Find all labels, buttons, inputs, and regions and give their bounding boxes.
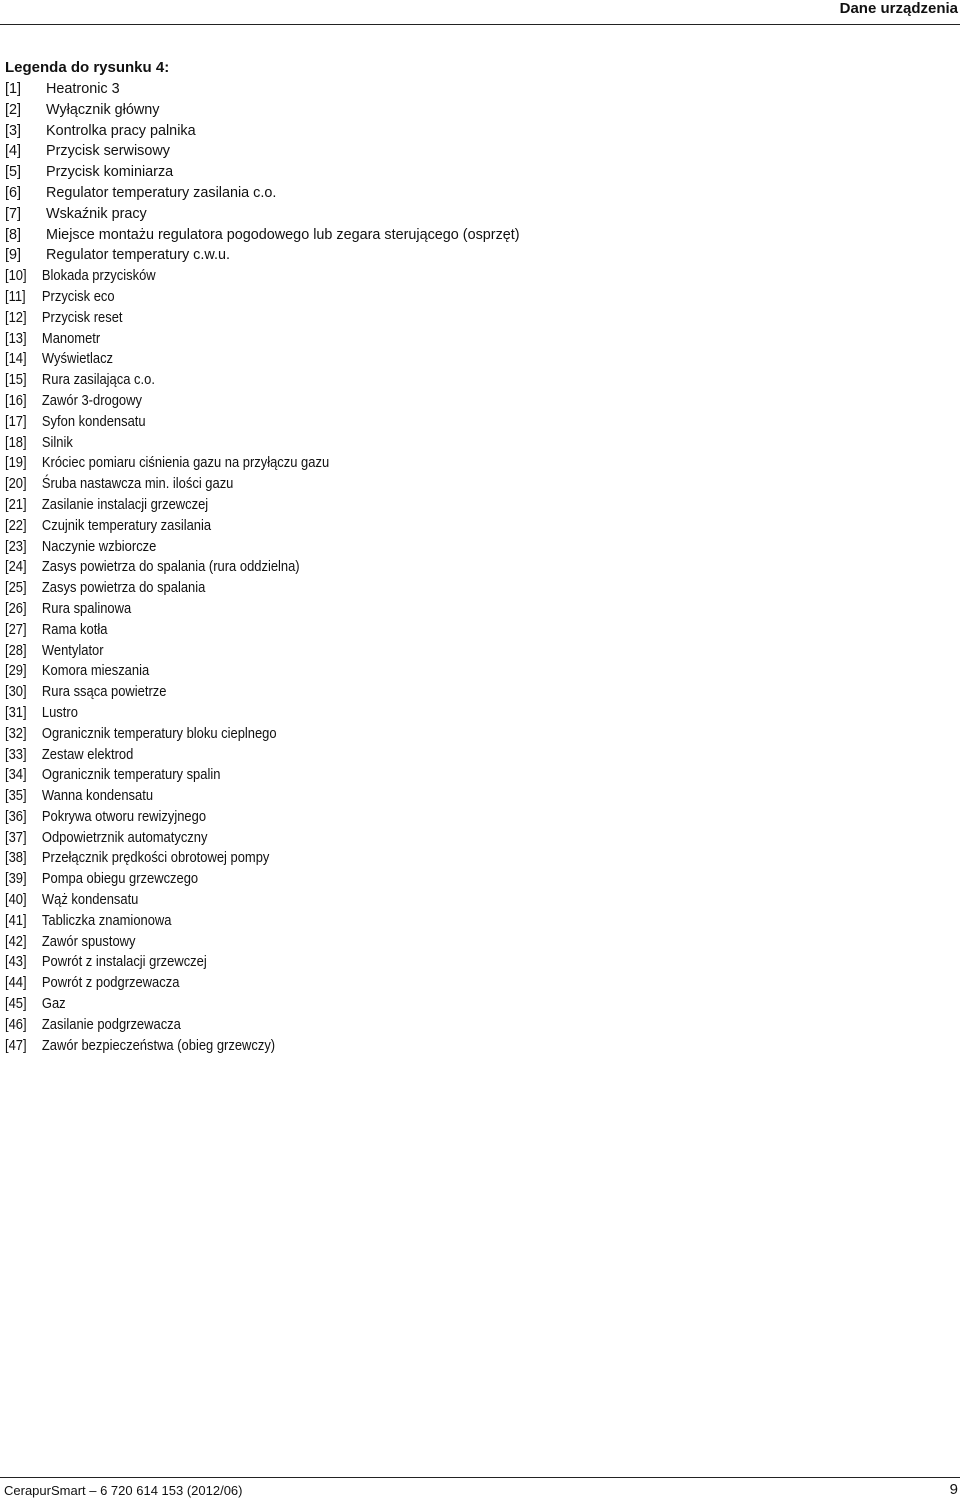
legend-item-number: [3] xyxy=(5,122,21,139)
legend-item-number: [33] xyxy=(5,746,27,763)
legend-item xyxy=(5,620,860,641)
legend-item xyxy=(5,848,860,869)
legend-item-number: [21] xyxy=(5,496,27,513)
legend-item-number: [10] xyxy=(5,268,27,285)
legend-item-text: Wentylator xyxy=(41,642,104,659)
legend-item-number: [37] xyxy=(5,829,27,846)
legend-item xyxy=(5,433,860,454)
legend-item xyxy=(5,537,860,558)
legend-item-text: Odpowietrznik automatyczny xyxy=(41,829,208,846)
legend-item xyxy=(5,474,860,495)
legend-item-text: Rura ssąca powietrze xyxy=(41,684,167,701)
legend-item xyxy=(5,745,860,766)
legend-item-number: [11] xyxy=(5,288,26,305)
legend-item-text: Wąż kondensatu xyxy=(41,892,139,909)
legend-item-number: [26] xyxy=(5,600,27,617)
legend-item xyxy=(5,994,860,1015)
legend-item-number: [20] xyxy=(5,476,27,493)
legend-item-number: [2] xyxy=(5,101,21,118)
legend-item-number: [38] xyxy=(5,850,27,867)
legend-item-text: Pokrywa otworu rewizyjnego xyxy=(41,808,207,825)
legend-item-text: Ogranicznik temperatury spalin xyxy=(41,767,221,784)
legend-item xyxy=(5,225,955,246)
legend-item-text: Przycisk reset xyxy=(41,309,123,326)
legend-item xyxy=(5,141,955,162)
footer-divider xyxy=(0,1477,960,1478)
legend-item-text: Zasilanie podgrzewacza xyxy=(41,1016,181,1033)
legend-item-number: [43] xyxy=(5,954,27,971)
legend-item-text: Wskaźnik pracy xyxy=(46,205,147,222)
legend-item-number: [25] xyxy=(5,580,27,597)
legend-item-number: [14] xyxy=(5,351,27,368)
legend-item xyxy=(5,266,860,287)
legend-item-text: Przełącznik prędkości obrotowej pompy xyxy=(41,850,270,867)
page-number: 9 xyxy=(949,1481,958,1498)
legend-item-number: [39] xyxy=(5,871,27,888)
legend-item xyxy=(5,557,860,578)
legend-item-number: [8] xyxy=(5,226,21,243)
legend-item xyxy=(5,641,860,662)
legend-item xyxy=(5,682,860,703)
legend-item xyxy=(5,308,860,329)
legend-item-number: [23] xyxy=(5,538,27,555)
legend-item-text: Zasys powietrza do spalania xyxy=(41,580,206,597)
legend-item-number: [1] xyxy=(5,81,21,97)
legend-item-number: [13] xyxy=(5,330,27,347)
legend-item-number: [34] xyxy=(5,767,27,784)
legend-item xyxy=(5,329,860,350)
legend-item-number: [45] xyxy=(5,996,27,1013)
legend-item xyxy=(5,204,955,225)
legend-item xyxy=(5,79,955,100)
legend-item xyxy=(5,661,860,682)
footer-doc-ref: CerapurSmart – 6 720 614 153 (2012/06) xyxy=(4,1483,243,1498)
legend-item xyxy=(5,495,860,516)
legend-item-text: Śruba nastawcza min. ilości gazu xyxy=(41,476,234,493)
legend-item-text: Ogranicznik temperatury bloku cieplnego xyxy=(41,725,277,742)
legend-item-number: [42] xyxy=(5,933,27,950)
legend-item-text: Zestaw elektrod xyxy=(41,746,134,763)
legend-item-number: [41] xyxy=(5,912,27,929)
legend-item-text: Blokada przycisków xyxy=(41,268,156,285)
legend-item-text: Rama kotła xyxy=(41,621,108,638)
legend-item-text: Zawór 3-drogowy xyxy=(41,392,142,409)
legend-item-number: [9] xyxy=(5,247,21,264)
legend-item-text: Czujnik temperatury zasilania xyxy=(41,517,212,534)
legend-item-text: Syfon kondensatu xyxy=(41,413,146,430)
legend-item xyxy=(5,973,860,994)
legend-item-number: [18] xyxy=(5,434,27,451)
legend-item-text: Zasys powietrza do spalania (rura oddzielna) xyxy=(41,559,300,576)
legend-item xyxy=(5,516,860,537)
legend-item-number: [27] xyxy=(5,621,27,638)
legend-item-text: Naczynie wzbiorcze xyxy=(41,538,157,555)
legend-item xyxy=(5,765,860,786)
section-title: Dane urządzenia xyxy=(839,0,958,17)
legend-title: Legenda do rysunku 4: xyxy=(5,59,170,76)
legend-item-number: [29] xyxy=(5,663,27,680)
legend-item-text: Silnik xyxy=(41,434,73,451)
legend-item xyxy=(5,932,860,953)
legend-item-number: [35] xyxy=(5,788,27,805)
legend-item xyxy=(5,724,860,745)
legend-item-number: [19] xyxy=(5,455,27,472)
legend-item-text: Miejsce montażu regulatora pogodowego lub zegara sterującego (osprzęt) xyxy=(46,226,520,243)
legend-item xyxy=(5,121,955,142)
legend-item xyxy=(5,100,955,121)
legend-item xyxy=(5,1015,860,1036)
legend-item-text: Manometr xyxy=(41,330,101,347)
legend-item-text: Króciec pomiaru ciśnienia gazu na przyłączu gazu xyxy=(41,455,330,472)
legend-item-number: [15] xyxy=(5,372,27,389)
legend-item-number: [36] xyxy=(5,808,27,825)
legend-item-text: Rura spalinowa xyxy=(41,600,132,617)
legend-item xyxy=(5,828,860,849)
legend-item-text: Wanna kondensatu xyxy=(41,788,154,805)
legend-item xyxy=(5,952,860,973)
legend-item-text: Lustro xyxy=(41,704,78,721)
legend-item-text: Zawór bezpieczeństwa (obieg grzewczy) xyxy=(41,1037,276,1054)
legend-item-text: Zawór spustowy xyxy=(41,933,136,950)
legend-item-number: [17] xyxy=(5,413,27,430)
legend-item-number: [40] xyxy=(5,892,27,909)
legend-item xyxy=(5,453,860,474)
legend-item-text: Komora mieszania xyxy=(41,663,150,680)
legend-item-text: Gaz xyxy=(41,996,66,1013)
legend-item-number: [44] xyxy=(5,975,27,992)
legend-item-text: Regulator temperatury c.w.u. xyxy=(46,247,230,264)
legend-item-text: Powrót z instalacji grzewczej xyxy=(41,954,207,971)
legend-item-text: Regulator temperatury zasilania c.o. xyxy=(46,184,277,201)
legend-item-number: [47] xyxy=(5,1037,27,1054)
legend-item xyxy=(5,911,860,932)
legend-item-text: Przycisk eco xyxy=(41,288,115,305)
legend-item-text: Tabliczka znamionowa xyxy=(41,912,172,929)
legend-item xyxy=(5,807,860,828)
legend-item-text: Przycisk serwisowy xyxy=(46,143,170,160)
legend-item-text: Pompa obiegu grzewczego xyxy=(41,871,199,888)
legend-item xyxy=(5,703,860,724)
legend-item-number: [22] xyxy=(5,517,27,534)
legend-item-number: [46] xyxy=(5,1016,27,1033)
legend-item xyxy=(5,412,860,433)
legend-item xyxy=(5,890,860,911)
legend-item-number: [30] xyxy=(5,684,27,701)
legend-item-number: [31] xyxy=(5,704,27,721)
legend-item-text: Wyświetlacz xyxy=(41,351,114,368)
legend-item-text: Powrót z podgrzewacza xyxy=(41,975,180,992)
legend-item xyxy=(5,578,860,599)
legend-item xyxy=(5,370,860,391)
legend-item xyxy=(5,786,860,807)
legend-item xyxy=(5,245,955,266)
legend-item xyxy=(5,599,860,620)
legend-item xyxy=(5,287,860,308)
legend-list xyxy=(5,79,955,1056)
legend-item-number: [6] xyxy=(5,184,21,201)
legend-item-text: Wyłącznik główny xyxy=(46,101,160,118)
legend-item xyxy=(5,869,860,890)
legend-item-text: Przycisk kominiarza xyxy=(46,164,174,181)
legend-item-number: [12] xyxy=(5,309,27,326)
legend-item xyxy=(5,391,860,412)
legend-item-number: [7] xyxy=(5,205,21,222)
legend-item-number: [24] xyxy=(5,559,27,576)
legend-item-number: [16] xyxy=(5,392,27,409)
legend-item xyxy=(5,162,955,183)
legend-item-text: Zasilanie instalacji grzewczej xyxy=(41,496,209,513)
legend-item-number: [5] xyxy=(5,164,21,181)
legend-item-text: Rura zasilająca c.o. xyxy=(41,372,155,389)
legend-item xyxy=(5,349,860,370)
legend-item-text: Kontrolka pracy palnika xyxy=(46,122,196,139)
legend-item-number: [28] xyxy=(5,642,27,659)
header-divider xyxy=(0,24,960,25)
legend-item-text: Heatronic 3 xyxy=(46,81,120,97)
legend-item xyxy=(5,183,955,204)
legend-item xyxy=(5,1036,860,1057)
legend-item-number: [4] xyxy=(5,143,21,160)
legend-item-number: [32] xyxy=(5,725,27,742)
